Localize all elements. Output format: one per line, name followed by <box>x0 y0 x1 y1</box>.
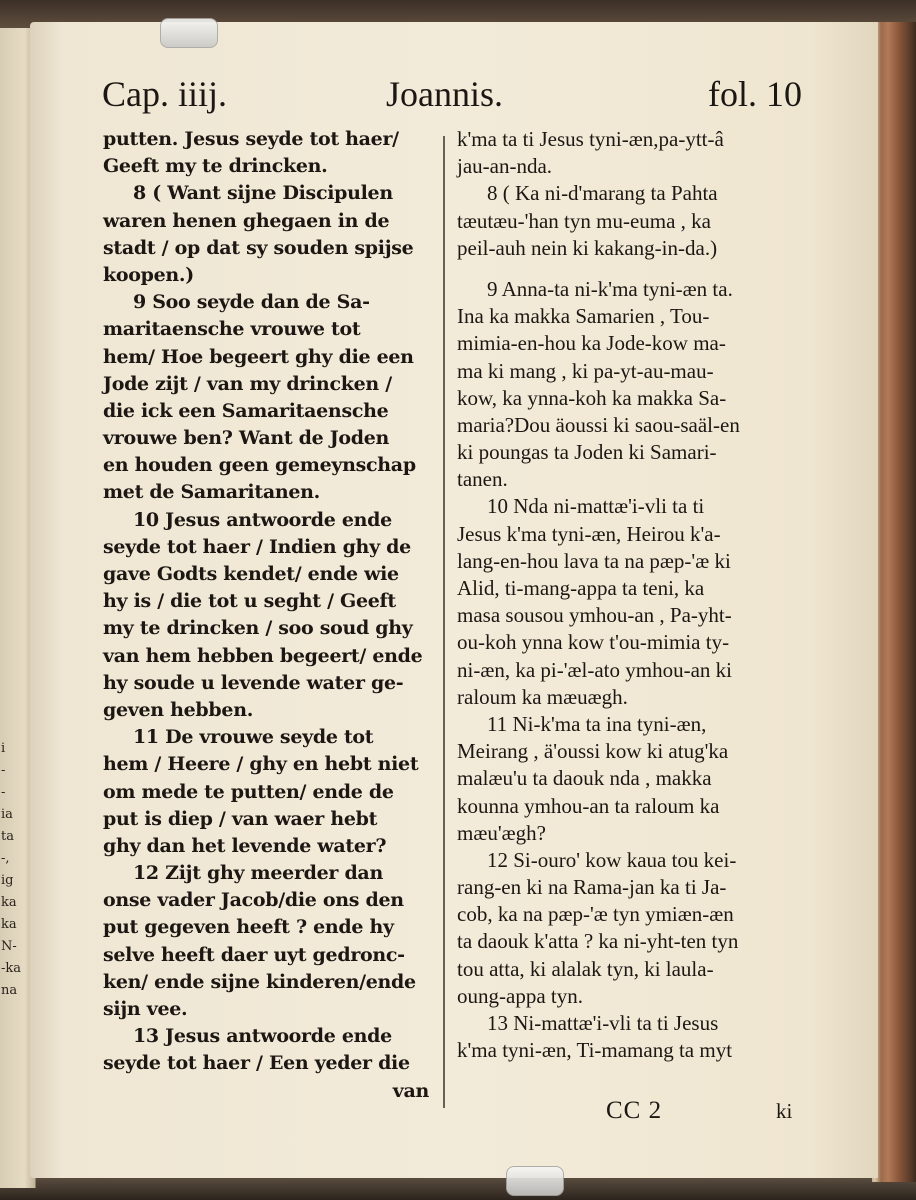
text-line: ni-æn, ka pi-'æl-ato ymhou-an ki <box>457 657 732 682</box>
text-line: selve heeft daer uyt gedronc- <box>103 943 405 966</box>
text-line: hy soude u levende water ge- <box>103 671 404 694</box>
folio-number: fol. 10 <box>708 74 802 114</box>
verse-line: 11 Ni-k'ma ta ina tyni-æn, <box>487 711 707 736</box>
text-line: van hem hebben begeert/ ende <box>103 644 423 667</box>
text-line: rang-en ki na Rama-jan ka ti Ja- <box>457 875 727 900</box>
column-divider <box>443 136 445 1108</box>
verse-line: 10 Jesus antwoorde ende <box>133 508 392 531</box>
text-line: om mede te putten/ ende de <box>103 780 394 803</box>
verse-line: 8 ( Want sijne Discipulen <box>133 182 393 205</box>
book-title-heading: Joannis. <box>386 74 503 114</box>
text-line: kounna ymhou-an ta raloum ka <box>457 793 720 818</box>
text-line: seyde tot haer / Indien ghy de <box>103 535 411 558</box>
formosan-text-column <box>457 126 799 1064</box>
fragment-line: - <box>1 785 6 800</box>
text-line: ma ki mang , ki pa-yt-au-mau- <box>457 358 714 383</box>
text-line: geven hebben. <box>103 698 254 721</box>
text-line: stadt / op dat sy souden spijse <box>103 236 414 259</box>
text-line: masa sousou ymhou-an , Pa-yht- <box>457 603 732 628</box>
fragment-line: - <box>1 763 6 778</box>
text-line: tou atta, ki alalak tyn, ki laula- <box>457 956 714 981</box>
text-line: kow, ka ynna-koh ka makka Sa- <box>457 385 727 410</box>
text-line: die ick een Samaritaensche <box>103 399 389 422</box>
text-line: mimia-en-hou ka Jode-kow ma- <box>457 331 726 356</box>
verse-line: 12 Zijt ghy meerder dan <box>133 862 383 885</box>
text-line: maria?Dou äoussi ki saou-saäl-en <box>457 412 740 437</box>
text-line: koopen.) <box>103 263 194 286</box>
text-line: mæu'ægh? <box>457 820 546 845</box>
text-line: en houden geen gemeynschap <box>103 454 416 477</box>
text-line: Jesus k'ma tyni-æn, Heirou k'a- <box>457 521 721 546</box>
verse-line: 13 Ni-mattæ'i-vli ta ti Jesus <box>487 1011 719 1035</box>
text-line: hem/ Hoe begeert ghy die een <box>103 345 414 368</box>
verse-gap <box>457 262 799 276</box>
text-line: maritaensche vrouwe tot <box>103 318 361 341</box>
text-line: ghy dan het levende water? <box>103 834 387 857</box>
text-line: oung-appa tyn. <box>457 983 583 1008</box>
facing-page-fragments <box>1 738 31 1002</box>
text-line: sijn vee. <box>103 998 188 1020</box>
text-line: ki poungas ta Joden ki Samari- <box>457 440 717 465</box>
chapter-heading: Cap. iiij. <box>102 74 227 114</box>
text-line: met de Samaritanen. <box>103 481 320 504</box>
text-line: ken/ ende sijne kinderen/ende <box>103 970 416 993</box>
verse-line: 11 De vrouwe seyde tot <box>133 726 374 749</box>
text-line: jau-an-nda. <box>457 154 553 179</box>
verse-line: 12 Si-ouro' kow kaua tou kei- <box>487 847 737 872</box>
text-line: cob, ka na pæp-'æ tyn ymiæn-æn <box>457 902 734 927</box>
fragment-line: ka <box>1 895 17 910</box>
text-line: tanen. <box>457 467 508 492</box>
signature-mark: CC 2 <box>606 1097 663 1124</box>
text-line: waren henen ghegaen in de <box>103 209 390 232</box>
text-line: peil-auh nein ki kakang-in-da.) <box>457 235 718 260</box>
text-line: put is diep / van waer hebt <box>103 807 378 830</box>
text-line: put gegeven heeft ? ende hy <box>103 916 394 939</box>
text-line: Ina ka makka Samarien , Tou- <box>457 304 710 329</box>
text-line: onse vader Jacob/die ons den <box>103 889 404 912</box>
verse-line: 13 Jesus antwoorde ende <box>133 1025 392 1048</box>
text-line: malæu'u ta daouk nda , makka <box>457 766 712 791</box>
text-line: hem / Heere / ghy en hebt niet <box>103 753 419 776</box>
text-line: lang-en-hou lava ta na pæp-'æ ki <box>457 548 731 573</box>
book-fore-edge <box>872 22 916 1182</box>
fragment-line: N- <box>1 939 17 954</box>
verse-line: 9 Anna-ta ni-k'ma tyni-æn ta. <box>487 276 733 301</box>
text-line: ta daouk k'atta ? ka ni-yht-ten tyn <box>457 929 739 954</box>
text-line: seyde tot haer / Een yeder die <box>103 1052 410 1075</box>
text-line: Meirang , ä'oussi kow ki atug'ka <box>457 739 729 764</box>
fragment-line: -, <box>1 851 10 866</box>
verse-line: 8 ( Ka ni-d'marang ta Pahta <box>487 181 718 206</box>
dutch-text-column <box>103 126 429 1105</box>
text-line: k'ma ta ti Jesus tyni-æn,pa-ytt-â <box>457 127 724 151</box>
text-line: Geeft my te drincken. <box>103 155 328 178</box>
text-line: my te drincken / soo soud ghy <box>103 617 413 640</box>
text-line: gave Godts kendet/ ende wie <box>103 563 399 585</box>
verse-line: 9 Soo seyde dan de Sa- <box>133 291 370 314</box>
text-line: tæutæu-'han tyn mu-euma , ka <box>457 208 711 233</box>
catchword-right: ki <box>776 1099 793 1123</box>
verse-line: 10 Nda ni-mattæ'i-vli ta ti <box>487 494 705 519</box>
text-line: Jode zijt / van my drincken / <box>103 372 392 395</box>
fragment-line: na <box>1 983 18 998</box>
text-line: ou-koh ynna kow t'ou-mimia ty- <box>457 630 730 655</box>
text-line: raloum ka mæuægh. <box>457 684 628 709</box>
text-line: putten. Jesus seyde tot haer/ <box>103 128 399 150</box>
fragment-line: ka <box>1 917 17 932</box>
text-line: Alid, ti-mang-appa ta teni, ka <box>457 576 705 600</box>
catchword-left: van <box>392 1079 429 1102</box>
fragment-line: ig <box>1 873 14 888</box>
fragment-line: ia <box>1 807 13 822</box>
page-clip-top <box>160 18 218 48</box>
fragment-line: ta <box>1 829 14 844</box>
fragment-line: -ka <box>1 961 22 976</box>
page-clip-bottom <box>506 1166 564 1196</box>
fragment-line: i <box>1 741 6 756</box>
text-line: vrouwe ben? Want de Joden <box>103 427 390 450</box>
text-line: hy is / die tot u seght / Geeft <box>103 590 396 613</box>
text-line: k'ma tyni-æn, Ti-mamang ta myt <box>457 1038 733 1063</box>
